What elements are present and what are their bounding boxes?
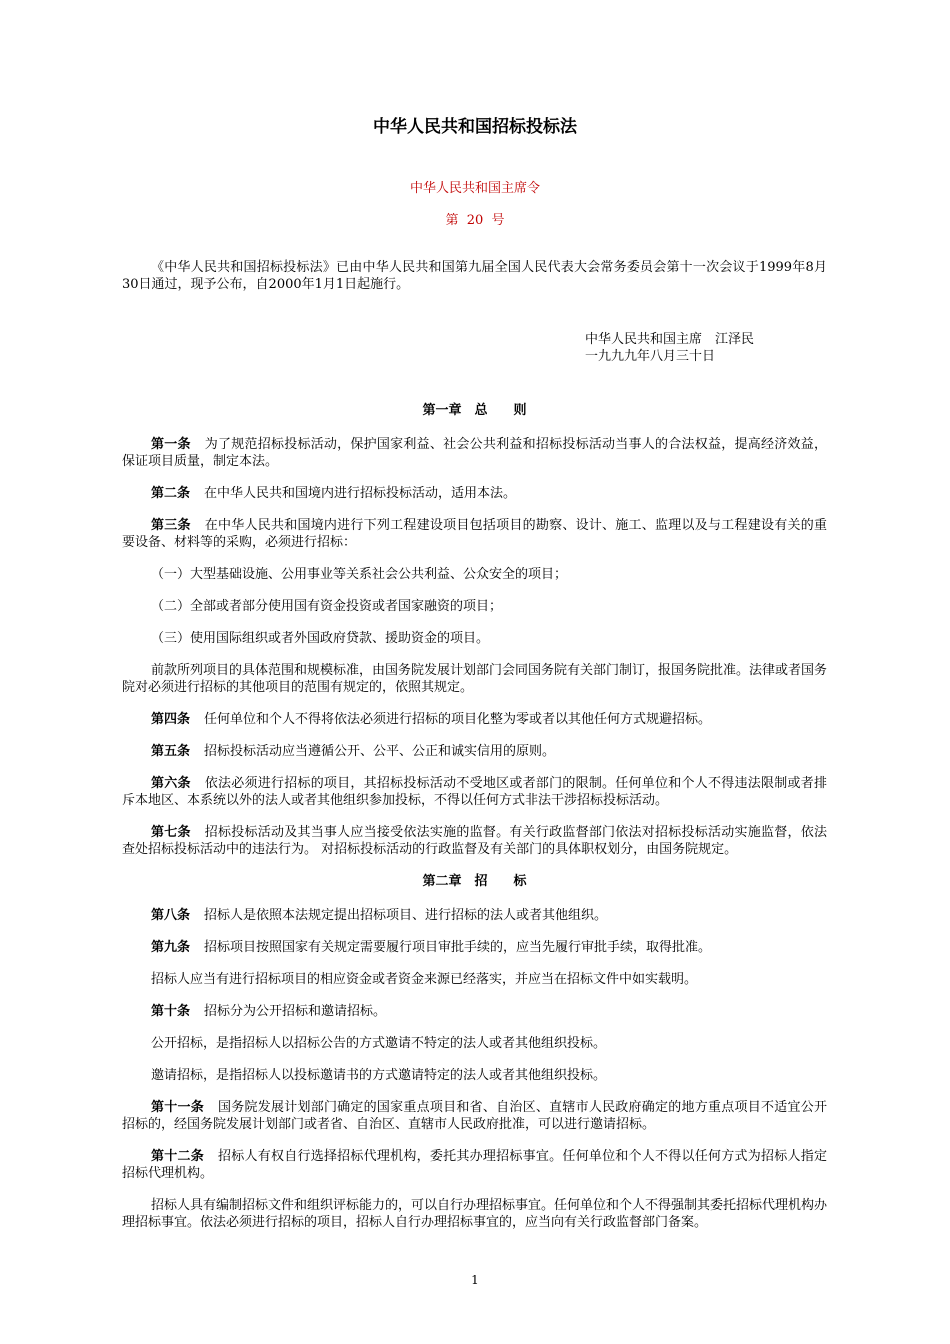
article-text: 国务院发展计划部门确定的国家重点项目和省、自治区、直辖市人民政府确定的地方重点项目不适宜公开招标的，经国务院发展计划部门或者省、自治区、直辖市人民政府批准，可以进行邀请招标。: [122, 1100, 827, 1132]
article-2: [122, 485, 827, 502]
decree-issuer: 中华人民共和国主席令: [409, 181, 540, 196]
article-10: [122, 1003, 827, 1020]
article-text: 招标投标活动及其当事人应当接受依法实施的监督。有关行政监督部门依法对招标投标活动实施监督，依法查处招标投标活动中的违法行为。 对招标投标活动的行政监督及有关部门的具体职权划分，由国务院规定。: [122, 825, 827, 857]
article-11: [122, 1099, 827, 1133]
article-8: [122, 907, 827, 924]
article-4: [122, 711, 827, 728]
document-title: 中华人民共和国招标投标法: [373, 117, 577, 137]
article-1: [122, 436, 827, 470]
article-5: [122, 743, 827, 760]
article-text: 招标投标活动应当遵循公开、公平、公正和诚实信用的原则。: [204, 744, 556, 759]
article-3-paragraph-2: 前款所列项目的具体范围和规模标准，由国务院发展计划部门会同国务院有关部门制订，报国务院批准。法律或者国务院对必须进行招标的其他项目的范围有规定的，依照其规定。: [122, 663, 828, 695]
article-text: 招标项目按照国家有关规定需要履行项目审批手续的，应当先履行审批手续，取得批准。: [204, 940, 712, 955]
article-label: 第八条: [151, 908, 191, 923]
signer: 中华人民共和国主席 江泽民: [585, 332, 755, 347]
chapter-2-heading: 第二章 招 标: [422, 874, 527, 889]
article-3-item-2: （二）全部或者部分使用国有资金投资或者国家融资的项目；: [151, 599, 503, 614]
chapter-1-heading: 第一章 总 则: [422, 403, 527, 418]
article-text: 在中华人民共和国境内进行招标投标活动，适用本法。: [204, 486, 517, 501]
article-9: [122, 939, 827, 956]
article-10-paragraph-2: 公开招标，是指招标人以招标公告的方式邀请不特定的法人或者其他组织投标。: [151, 1036, 607, 1051]
article-label: 第十一条: [151, 1100, 204, 1115]
article-label: 第四条: [151, 712, 191, 727]
article-text: 依法必须进行招标的项目，其招标投标活动不受地区或者部门的限制。任何单位和个人不得违法限制或者排斥本地区、本系统以外的法人或者其他组织参加投标，不得以任何方式非法干涉招标投标活动。: [122, 776, 827, 808]
article-9-paragraph-2: 招标人应当有进行招标项目的相应资金或者资金来源已经落实，并应当在招标文件中如实载明。: [151, 972, 698, 987]
article-label: 第七条: [151, 825, 191, 840]
article-3-item-1: （一）大型基础设施、公用事业等关系社会公共利益、公众安全的项目；: [151, 567, 568, 582]
article-label: 第一条: [151, 437, 191, 452]
article-12-paragraph-2: 招标人具有编制招标文件和组织评标能力的，可以自行办理招标事宜。任何单位和个人不得强制其委托招标代理机构办理招标事宜。依法必须进行招标的项目，招标人自行办理招标事宜的，应当向有关行政监督部门备案。: [122, 1198, 828, 1230]
article-label: 第五条: [151, 744, 191, 759]
article-6: [122, 775, 827, 809]
article-3: [122, 517, 827, 551]
sign-date: 一九九九年八月三十日: [585, 349, 716, 364]
page-number: 1: [471, 1273, 479, 1287]
preamble-block: [122, 259, 827, 308]
article-label: 第九条: [151, 940, 191, 955]
article-text: 招标人有权自行选择招标代理机构，委托其办理招标事宜。任何单位和个人不得以任何方式为招标人指定招标代理机构。: [122, 1149, 827, 1181]
article-text: 招标分为公开招标和邀请招标。: [204, 1004, 387, 1019]
article-label: 第三条: [151, 518, 191, 533]
decree-number: 第 20 号: [445, 213, 505, 228]
article-7: [122, 824, 827, 858]
preamble-text: 《中华人民共和国招标投标法》已由中华人民共和国第九届全国人民代表大会常务委员会第十一次会议于1999年8月30日通过，现予公布，自2000年1月1日起施行。: [122, 260, 827, 292]
article-label: 第十二条: [151, 1149, 204, 1164]
article-text: 任何单位和个人不得将依法必须进行招标的项目化整为零或者以其他任何方式规避招标。: [204, 712, 712, 727]
article-label: 第十条: [151, 1004, 191, 1019]
article-label: 第六条: [151, 776, 191, 791]
article-text: 招标人是依照本法规定提出招标项目、进行招标的法人或者其他组织。: [204, 908, 608, 923]
article-10-paragraph-3: 邀请招标，是指招标人以投标邀请书的方式邀请特定的法人或者其他组织投标。: [151, 1068, 607, 1083]
article-label: 第二条: [151, 486, 191, 501]
main-body: [122, 402, 827, 1246]
article-3-item-3: （三）使用国际组织或者外国政府贷款、援助资金的项目。: [151, 631, 490, 646]
signature-block: [585, 331, 754, 365]
article-text: 为了规范招标投标活动，保护国家利益、社会公共利益和招标投标活动当事人的合法权益，提高经济效益，保证项目质量，制定本法。: [122, 437, 827, 469]
article-12: [122, 1148, 827, 1182]
article-text: 在中华人民共和国境内进行下列工程建设项目包括项目的勘察、设计、施工、监理以及与工程建设有关的重要设备、材料等的采购，必须进行招标：: [122, 518, 827, 550]
